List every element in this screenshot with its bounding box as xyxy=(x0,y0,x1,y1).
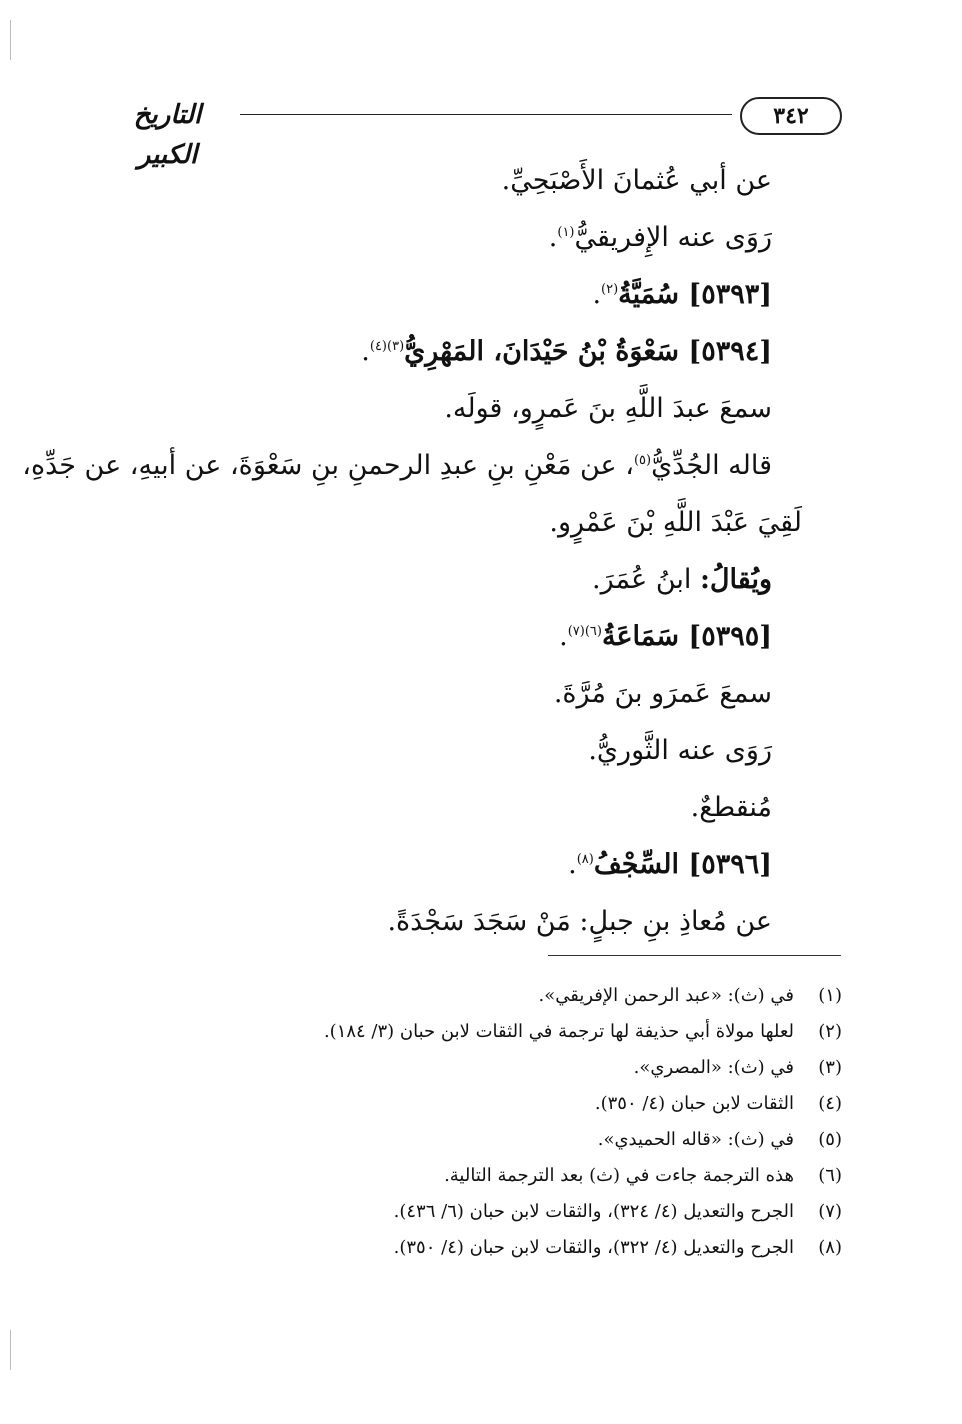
footnote-ref: (١) xyxy=(557,225,575,240)
footnote xyxy=(200,1086,842,1122)
scan-edge-mark-bottom xyxy=(10,1330,11,1370)
header-rule xyxy=(240,114,732,115)
text-line xyxy=(95,836,802,893)
text-line xyxy=(95,722,802,779)
line-tail: . xyxy=(559,621,568,652)
footnote-text: في (ث): «عبد الرحمن الإفريقي». xyxy=(538,985,794,1006)
text-line xyxy=(95,323,802,380)
line-text: عن أبي عُثمانَ الأَصْبَحِيِّ. xyxy=(501,165,772,196)
line-text: قاله الجُدِّيُّ xyxy=(651,450,772,481)
line-tail: . xyxy=(592,279,602,310)
page-number: ٣٤٢ xyxy=(740,97,842,135)
footnote-text: في (ث): «قاله الحميدي». xyxy=(597,1129,794,1150)
entry-heading: [٥٣٩٣] سُمَيَّةُ xyxy=(618,279,772,310)
footnote-text: الثقات لابن حبان (٤/ ٣٥٠). xyxy=(594,1093,794,1114)
footnote-text: لعلها مولاة أبي حذيفة لها ترجمة في الثقات لابن حبان (٣/ ١٨٤). xyxy=(323,1021,794,1042)
footnote xyxy=(200,1230,842,1266)
footnote-text: الجرح والتعديل (٤/ ٣٢٢)، والثقات لابن حبان (٤/ ٣٥٠). xyxy=(393,1237,794,1258)
scan-edge-mark-top xyxy=(10,20,11,60)
bold-phrase: ويُقالُ: xyxy=(699,564,772,595)
book-title: التاريخ الكبير xyxy=(133,100,202,170)
footnote xyxy=(200,1014,842,1050)
footnote-number: (٢) xyxy=(818,1021,842,1042)
text-line xyxy=(95,152,802,209)
line-tail: ، عن مَعْنِ بنِ عبدِ الرحمنِ بنِ سَعْوَةَ، عن أبيهِ، عن جَدِّهِ، xyxy=(22,450,634,481)
footnote-ref: (٣)(٤) xyxy=(369,339,405,354)
running-header xyxy=(100,95,850,170)
footnotes xyxy=(200,978,842,1266)
footnote-text: الجرح والتعديل (٤/ ٣٢٤)، والثقات لابن حبان (٦/ ٤٣٦). xyxy=(393,1201,794,1222)
footnote-text: في (ث): «المصري». xyxy=(633,1057,794,1078)
text-line xyxy=(22,437,802,494)
line-tail: . xyxy=(568,849,577,880)
footnote-number: (٥) xyxy=(818,1129,842,1150)
text-line xyxy=(95,266,802,323)
footnote xyxy=(200,978,842,1014)
line-tail: . xyxy=(361,336,370,367)
footnote xyxy=(200,1122,842,1158)
line-text: مُنقطعٌ. xyxy=(690,792,772,823)
footnote-number: (٤) xyxy=(818,1093,842,1114)
line-text: ابنُ عُمَرَ. xyxy=(592,564,700,595)
footnote xyxy=(200,1050,842,1086)
footnote-number: (٧) xyxy=(818,1201,842,1222)
line-text: سمعَ عبدَ اللَّهِ بنَ عَمرٍو، قولَه. xyxy=(444,393,772,424)
footnote-ref: (٦)(٧) xyxy=(567,624,602,639)
main-text xyxy=(22,152,802,950)
line-text: رَوَى عنه الثَّوريُّ. xyxy=(588,735,772,766)
text-line xyxy=(95,779,802,836)
text-line xyxy=(95,893,802,950)
text-line xyxy=(95,494,802,551)
footnote-separator xyxy=(548,955,841,956)
footnote-number: (٣) xyxy=(818,1057,842,1078)
line-text: عن مُعاذِ بنِ جبلٍ: مَنْ سَجَدَ سَجْدَةً. xyxy=(387,906,772,937)
text-line xyxy=(95,608,802,665)
footnote-ref: (٢) xyxy=(601,282,619,297)
text-line xyxy=(95,209,802,266)
entry-heading: [٥٣٩٤] سَعْوَةُ بْنُ حَيْدَانَ، المَهْرِيُّ xyxy=(404,336,772,367)
text-line xyxy=(95,665,802,722)
entry-heading: [٥٣٩٥] سَمَاعَةُ xyxy=(601,621,772,652)
footnote xyxy=(200,1194,842,1230)
footnote-ref: (٥) xyxy=(633,453,652,468)
entry-heading: [٥٣٩٦] السِّجْفُ xyxy=(593,849,772,880)
footnote xyxy=(200,1158,842,1194)
line-tail: . xyxy=(548,222,558,253)
text-line xyxy=(95,551,802,608)
footnote-ref: (٨) xyxy=(576,852,594,867)
line-text: رَوَى عنه الإِفريقيُّ xyxy=(574,222,772,253)
line-text: سمعَ عَمرَو بنَ مُرَّةَ. xyxy=(553,678,772,709)
footnote-number: (٦) xyxy=(818,1165,842,1186)
footnote-number: (١) xyxy=(818,985,842,1006)
line-text: لَقِيَ عَبْدَ اللَّهِ بْنَ عَمْرٍو. xyxy=(549,507,802,538)
footnote-text: هذه الترجمة جاءت في (ث) بعد الترجمة التالية. xyxy=(444,1165,794,1186)
footnote-number: (٨) xyxy=(818,1237,842,1258)
text-line xyxy=(95,380,802,437)
